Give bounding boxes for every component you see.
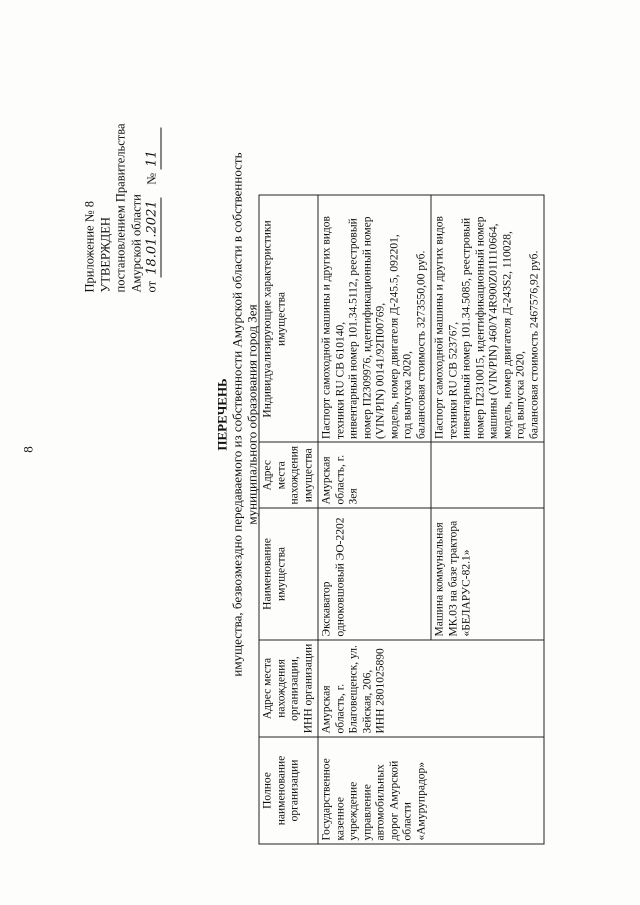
property-name-cell: Экскаватор одноковшовый ЭО-2202 <box>318 508 431 640</box>
approval-stamp <box>83 23 162 293</box>
number-label: № <box>144 172 159 185</box>
date-number-line <box>145 23 162 293</box>
org-address-cell: Амурская область, г. Благовещенск, ул. Зейская, 206, ИНН 2801025890 <box>318 640 544 737</box>
handwritten-date: 18.01.2021 <box>145 197 162 277</box>
property-table <box>259 195 545 845</box>
approved-label: УТВЕРЖДЕН <box>98 217 112 293</box>
characteristics-cell: Паспорт самоходной машины и других видов техники RU CB 523767, инвентарный номер 101.34.5085, реестровый номер П2310015, идентификационный номер машины (VIN/PIN) 460/Y4R900Z01I110664, модель, номер двигателя Д-243S2, 110028, год выпуска 2020, балансовая стоимость 2467576,92 руб. <box>431 195 544 442</box>
characteristics-cell: Паспорт самоходной машины и других видов техники RU CB 610140, инвентарный номер 101.34.5112, реестровый номер П2309976, идентификационный номер (VIN/PIN) 00141/92П00769, модель, номер двигателя Д-245.5, 092201, год выпуска 2020, балансовая стоимость 3273550,00 руб. <box>318 195 431 442</box>
org-name-cell: Государственное казенное учреждение управление автомобильных дорог Амурской области «Амурупрадор» <box>318 737 544 844</box>
property-name-cell: Машина коммунальная МК.03 на базе трактора «БЕЛАРУС-82.1» <box>431 508 544 640</box>
handwritten-number: 11 <box>145 128 162 170</box>
resolution-label: постановлением Правительства <box>113 123 128 293</box>
page-number: 8 <box>20 446 36 453</box>
from-label: от <box>144 280 159 293</box>
title-line-2: имущества, безвозмездно передаваемого из собственности Амурской области в собственность <box>229 152 245 677</box>
document-title <box>215 95 260 735</box>
header-property-name: Наименование имущества <box>259 508 318 640</box>
header-org-name: Полное наименование организации <box>259 737 318 844</box>
header-property-location: Адрес места нахождения имущества <box>259 442 318 508</box>
table-row <box>318 195 431 844</box>
appendix-label: Приложение № 8 <box>82 200 97 293</box>
title-heading: ПЕРЕЧЕНЬ <box>214 378 230 451</box>
property-location-cell <box>431 442 544 508</box>
document-page <box>1 0 640 905</box>
header-org-address: Адрес места нахождения организации, ИНН организации <box>259 640 318 737</box>
header-characteristics: Индивидуализирующие характеристики имущества <box>259 195 318 442</box>
table-header-row <box>259 195 318 844</box>
region-label: Амурской области <box>129 194 143 293</box>
title-line-3: муниципального образования город Зея <box>244 304 260 525</box>
property-location-cell: Амурская область, г. Зея <box>318 442 431 508</box>
